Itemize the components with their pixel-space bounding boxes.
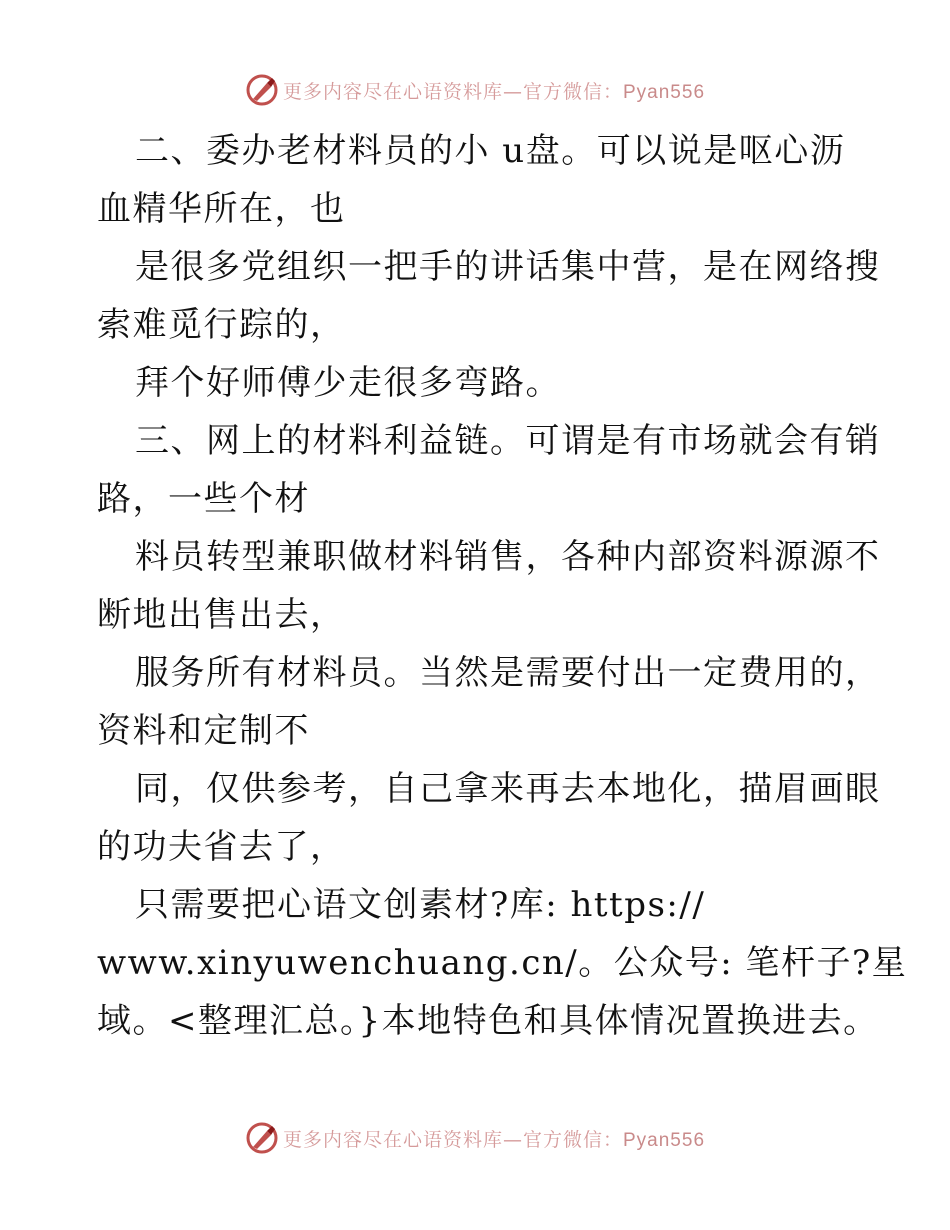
text-line: 血精华所在，也 — [97, 189, 346, 229]
document-body — [97, 122, 908, 1050]
text-line: 索难觅行踪的， — [97, 305, 346, 345]
text-line: 三、网上的材料利益链。可谓是有市场就会有销 — [135, 421, 881, 461]
text-line: 拜个好师傅少走很多弯路。 — [135, 363, 561, 403]
wechat-id: Pyan556 — [623, 81, 706, 103]
text-line: 料员转型兼职做材料销售，各种内部资料源源不 — [135, 537, 881, 577]
text-line: 路，一些个材 — [97, 479, 310, 519]
pen-nib-logo-icon — [245, 73, 279, 107]
text-line: 二、委办老材料员的小 u盘。可以说是呕心沥 — [135, 131, 846, 171]
text-line: 断地出售出去， — [97, 595, 346, 635]
text-line: 的功夫省去了， — [97, 827, 346, 867]
text-line: 资料和定制不 — [97, 711, 310, 751]
text-line: www.xinyuwenchuang.cn/。公众号: 笔杆子?星 — [97, 943, 908, 983]
banner-text: 更多内容尽在心语资料库—官方微信： — [282, 80, 623, 103]
footer-banner — [0, 1118, 950, 1158]
wechat-id: Pyan556 — [623, 1129, 706, 1151]
text-line: 只需要把心语文创素材?库: https:// — [135, 885, 706, 925]
text-line: 同，仅供参考，自己拿来再去本地化，描眉画眼 — [135, 769, 881, 809]
text-line: 是很多党组织一把手的讲话集中营，是在网络搜 — [135, 247, 881, 287]
banner-text: 更多内容尽在心语资料库—官方微信： — [282, 1128, 623, 1151]
text-line: 服务所有材料员。当然是需要付出一定费用的， — [135, 653, 881, 693]
header-banner — [0, 70, 950, 110]
pen-nib-logo-icon — [245, 1121, 279, 1155]
text-line: 域。<整理汇总。}本地特色和具体情况置换进去。 — [97, 1001, 879, 1041]
